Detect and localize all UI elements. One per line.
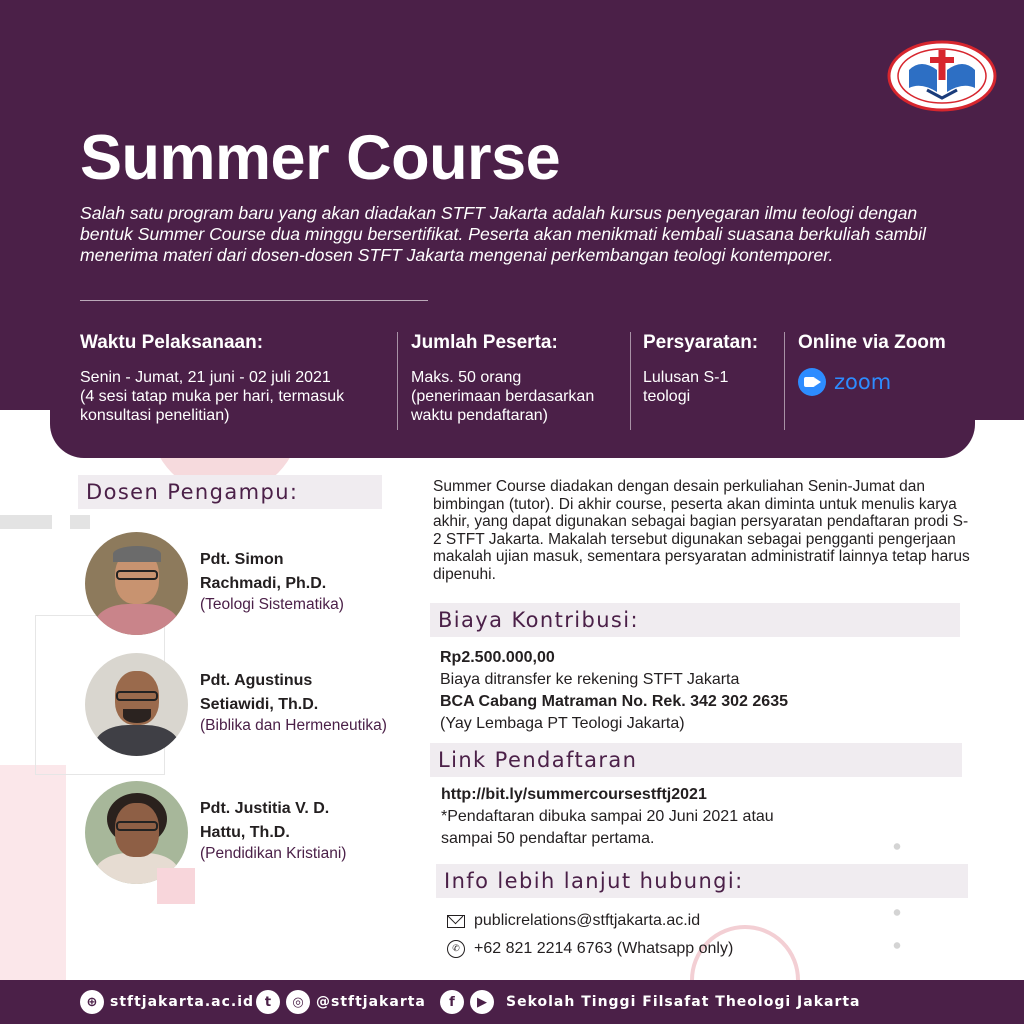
page-title: Summer Course (80, 123, 561, 193)
zoom-label: zoom (834, 370, 892, 394)
bank-account: BCA Cabang Matraman No. Rek. 342 302 2635 (440, 693, 788, 710)
lecturer-card (85, 653, 425, 763)
fee-heading: Biaya Kontribusi: (430, 603, 960, 637)
intro-text: Salah satu program baru yang akan diadakan STFT Jakarta adalah kursus penyegaran ilmu teologi dengan bentuk Summer Course dua minggu bersertifikat. Peserta akan menikmati kembali suasana berkuliah sambil menerima materi dari dosen-dosen STFT Jakarta mengenai perkembangan teologi kontemporer. (80, 203, 926, 265)
footer-bar (0, 980, 1024, 1024)
youtube-icon[interactable]: ▶ (470, 990, 494, 1014)
whatsapp-icon: ✆ (447, 940, 465, 958)
fee-transfer-note: Biaya ditransfer ke rekening STFT Jakarta (440, 671, 740, 688)
lecturers-heading: Dosen Pengampu: (78, 475, 382, 509)
institution-name: Sekolah Tinggi Filsafat Theologi Jakarta (506, 994, 861, 1010)
participants-max: Maks. 50 orang (411, 369, 522, 386)
lecturer-name (200, 669, 318, 717)
registration-details (441, 784, 774, 850)
divider (80, 300, 428, 301)
contact-phone[interactable]: +62 821 2214 6763 (Whatsapp only) (474, 940, 734, 957)
decor-bar (0, 515, 52, 529)
lecturer-name-line: Pdt. Agustinus (200, 672, 313, 689)
decor-square (157, 868, 195, 904)
online-info (798, 332, 978, 396)
lecturer-name (200, 797, 329, 845)
lecturer-name (200, 548, 326, 596)
lecturer-field: (Pendidikan Kristiani) (200, 845, 347, 862)
lecturer-name-line: Setiawidi, Th.D. (200, 696, 319, 713)
contact-heading: Info lebih lanjut hubungi: (436, 864, 968, 898)
lecturer-field: (Biblika dan Hermeneutika) (200, 717, 387, 734)
contact-details (447, 907, 733, 963)
divider (784, 332, 785, 430)
footer-website (80, 990, 254, 1014)
schedule-info (80, 332, 390, 425)
registration-note: *Pendaftaran dibuka sampai 20 Juni 2021 atau (441, 808, 774, 825)
logo-emblem (887, 40, 997, 112)
account-holder: (Yay Lembaga PT Teologi Jakarta) (440, 715, 685, 732)
registration-heading: Link Pendaftaran (430, 743, 962, 777)
online-heading: Online via Zoom (798, 332, 946, 353)
footer-social (256, 990, 426, 1014)
lecturer-card (85, 781, 425, 891)
registration-note: sampai 50 pendaftar pertama. (441, 830, 655, 847)
lecturer-name-line: Rachmadi, Ph.D. (200, 575, 327, 592)
lecturer-card (85, 532, 425, 642)
social-handle[interactable]: @stftjakarta (316, 994, 426, 1010)
participants-info (411, 332, 626, 425)
schedule-note: (4 sesi tatap muka per hari, termasuk konsultasi penelitian) (80, 388, 345, 424)
requirements-text: Lulusan S-1 teologi (643, 369, 729, 405)
requirements-info (643, 332, 778, 406)
globe-icon: ⊕ (80, 990, 104, 1014)
lecturer-name-line: Pdt. Simon (200, 551, 284, 568)
zoom-icon (798, 368, 826, 396)
zoom-logo (798, 368, 978, 396)
avatar (85, 653, 188, 756)
contact-email[interactable]: publicrelations@stftjakarta.ac.id (474, 912, 701, 929)
mail-icon (447, 915, 465, 928)
footer-institution (440, 990, 861, 1014)
requirements-heading: Persyaratan: (643, 332, 759, 353)
decor-dots (880, 830, 920, 970)
registration-link[interactable]: http://bit.ly/summercoursestftj2021 (441, 786, 707, 803)
schedule-heading: Waktu Pelaksanaan: (80, 332, 264, 353)
twitter-icon[interactable]: t (256, 990, 280, 1014)
lecturer-name-line: Hattu, Th.D. (200, 824, 290, 841)
website-link[interactable]: stftjakarta.ac.id (110, 994, 255, 1010)
instagram-icon[interactable]: ◎ (286, 990, 310, 1014)
contact-email-row (447, 907, 733, 935)
divider (397, 332, 398, 430)
lecturer-name-line: Pdt. Justitia V. D. (200, 800, 330, 817)
avatar (85, 532, 188, 635)
course-description: Summer Course diadakan dengan desain perkuliahan Senin-Jumat dan bimbingan (tutor). Di akhir course, peserta akan diminta untuk menulis karya akhir, yang dapat digunakan sebagai bagian persyaratan pendaftaran prodi S-2 STFT Jakarta. Makalah tersebut digunakan sebagai pengganti pengerjaan makalah ujian masuk, sementara persyaratan administratif lainnya tetap harus dipenuhi. (433, 478, 970, 583)
fee-details (440, 647, 788, 735)
lecturer-field: (Teologi Sistematika) (200, 596, 344, 613)
participants-heading: Jumlah Peserta: (411, 332, 558, 353)
decor-block (0, 765, 66, 980)
participants-note: (penerimaan berdasarkan waktu pendaftaran) (411, 388, 595, 424)
schedule-dates: Senin - Jumat, 21 juni - 02 juli 2021 (80, 369, 331, 386)
decor-bar (70, 515, 90, 529)
divider (630, 332, 631, 430)
contact-phone-row (447, 935, 733, 963)
facebook-icon[interactable]: f (440, 990, 464, 1014)
fee-amount: Rp2.500.000,00 (440, 649, 555, 666)
